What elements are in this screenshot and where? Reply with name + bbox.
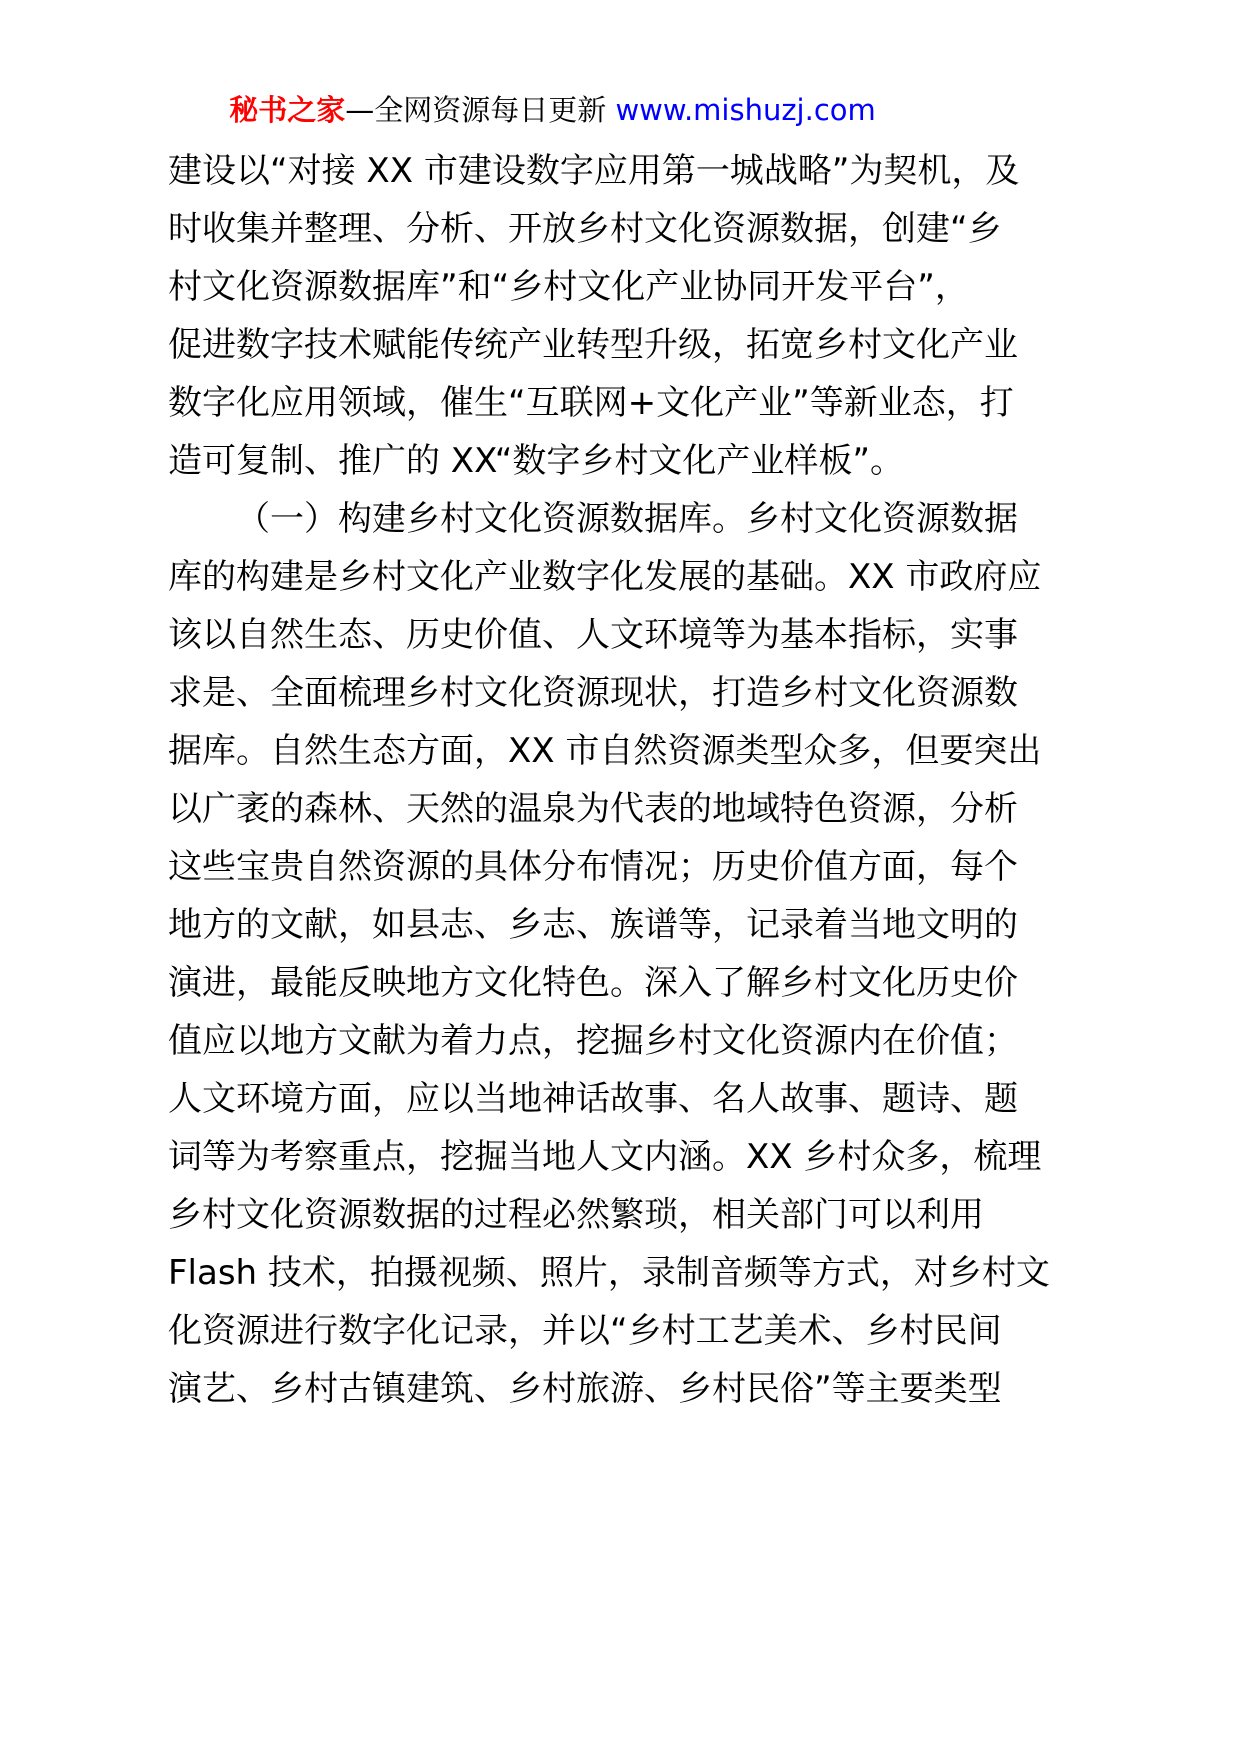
paragraph-line: 地方的文献，如县志、乡志、族谱等，记录着当地文明的 bbox=[168, 905, 1018, 945]
paragraph bbox=[168, 490, 1050, 1418]
header-slogan: —全网资源每日更新 bbox=[345, 93, 616, 127]
page-header bbox=[0, 88, 1105, 132]
paragraph-line: 建设以“对接 XX 市建设数字应用第一城战略”为契机，及 bbox=[168, 151, 1020, 191]
paragraph-line: 造可复制、推广的 XX“数字乡村文化产业样板”。 bbox=[168, 441, 904, 481]
paragraph-line: 促进数字技术赋能传统产业转型升级，拓宽乡村文化产业 bbox=[168, 325, 1018, 365]
paragraph-line: 求是、全面梳理乡村文化资源现状，打造乡村文化资源数 bbox=[168, 673, 1018, 713]
paragraph-line: 化资源进行数字化记录，并以“乡村工艺美术、乡村民间 bbox=[168, 1311, 1002, 1351]
document-body bbox=[168, 142, 1050, 1418]
paragraph-line: 以广袤的森林、天然的温泉为代表的地域特色资源，分析 bbox=[168, 789, 1018, 829]
paragraph-line: 人文环境方面，应以当地神话故事、名人故事、题诗、题 bbox=[168, 1079, 1018, 1119]
paragraph-line: 据库。自然生态方面，XX 市自然资源类型众多，但要突出 bbox=[168, 731, 1042, 771]
paragraph bbox=[168, 142, 1020, 490]
paragraph-line: 这些宝贵自然资源的具体分布情况；历史价值方面，每个 bbox=[168, 847, 1018, 887]
paragraph-line: 数字化应用领域，催生“互联网+文化产业”等新业态，打 bbox=[168, 383, 1014, 423]
paragraph-line: 时收集并整理、分析、开放乡村文化资源数据，创建“乡 bbox=[168, 209, 1002, 249]
paragraph-line: 演艺、乡村古镇建筑、乡村旅游、乡村民俗”等主要类型 bbox=[168, 1369, 1002, 1409]
paragraph-line: 演进，最能反映地方文化特色。深入了解乡村文化历史价 bbox=[168, 963, 1018, 1003]
paragraph-line: 值应以地方文献为着力点，挖掘乡村文化资源内在价值； bbox=[168, 1021, 1018, 1061]
paragraph-line: （一）构建乡村文化资源数据库。乡村文化资源数据 bbox=[236, 499, 1018, 539]
paragraph-line: 库的构建是乡村文化产业数字化发展的基础。XX 市政府应 bbox=[168, 557, 1042, 597]
paragraph-line: Flash 技术，拍摄视频、照片，录制音频等方式，对乡村文 bbox=[168, 1253, 1050, 1293]
header-brand: 秘书之家 bbox=[229, 93, 346, 127]
paragraph-line: 该以自然生态、历史价值、人文环境等为基本指标，实事 bbox=[168, 615, 1018, 655]
paragraph-line: 词等为考察重点，挖掘当地人文内涵。XX 乡村众多，梳理 bbox=[168, 1137, 1042, 1177]
paragraph-line: 乡村文化资源数据的过程必然繁琐，相关部门可以利用 bbox=[168, 1195, 984, 1235]
header-url-link[interactable]: www.mishuzj.com bbox=[615, 93, 876, 127]
paragraph-line: 村文化资源数据库”和“乡村文化产业协同开发平台”， bbox=[168, 267, 969, 307]
